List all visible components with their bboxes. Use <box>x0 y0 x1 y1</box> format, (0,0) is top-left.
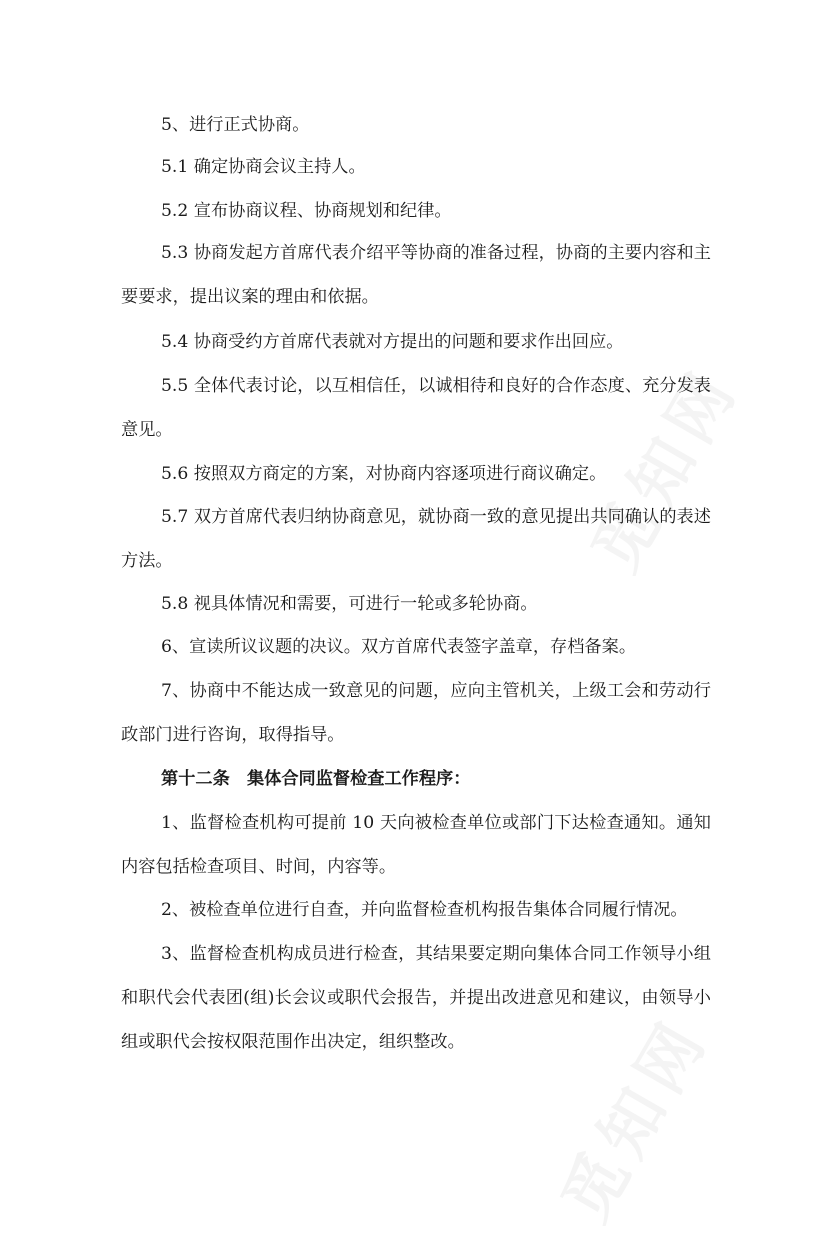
paragraph-step-5-6: 5.6 按照双方商定的方案，对协商内容逐项进行商议确定。 <box>161 464 607 484</box>
paragraph-inspection-2: 2、被检查单位进行自查，并向监督检查机构报告集体合同履行情况。 <box>161 900 688 920</box>
paragraph-step-5-1: 5.1 确定协商会议主持人。 <box>161 157 366 177</box>
paragraph-step-6: 6、宣读所议议题的决议。双方首席代表签字盖章，存档备案。 <box>161 637 637 657</box>
paragraph-step-5-8: 5.8 视具体情况和需要，可进行一轮或多轮协商。 <box>161 594 538 614</box>
paragraph-step-5-4: 5.4 协商受约方首席代表就对方提出的问题和要求作出回应。 <box>161 332 624 352</box>
paragraph-inspection-1: 1、监督检查机构可提前 10 天向被检查单位或部门下达检查通知。通知内容包括检查项目、时间，内容等。 <box>121 813 711 877</box>
paragraph-step-5-3: 5.3 协商发起方首席代表介绍平等协商的准备过程，协商的主要内容和主要要求，提出议案的理由和依据。 <box>121 243 711 307</box>
paragraph-step-7: 7、协商中不能达成一致意见的问题，应向主管机关，上级工会和劳动行政部门进行咨询，取得指导。 <box>121 681 711 745</box>
paragraph-inspection-3: 3、监督检查机构成员进行检查，其结果要定期向集体合同工作领导小组和职代会代表团(组)长会议或职代会报告，并提出改进意见和建议，由领导小组或职代会按权限范围作出决定，组织整改。 <box>121 944 711 1052</box>
paragraph-step-5-5: 5.5 全体代表讨论，以互相信任，以诚相待和良好的合作态度、充分发表意见。 <box>121 376 711 440</box>
article-12-heading: 第十二条 集体合同监督检查工作程序： <box>161 769 471 789</box>
paragraph-step-5-7: 5.7 双方首席代表归纳协商意见，就协商一致的意见提出共同确认的表述方法。 <box>121 507 711 571</box>
paragraph-step-5-2: 5.2 宣布协商议程、协商规划和纪律。 <box>161 201 452 221</box>
paragraph-step-5: 5、进行正式协商。 <box>161 115 310 135</box>
